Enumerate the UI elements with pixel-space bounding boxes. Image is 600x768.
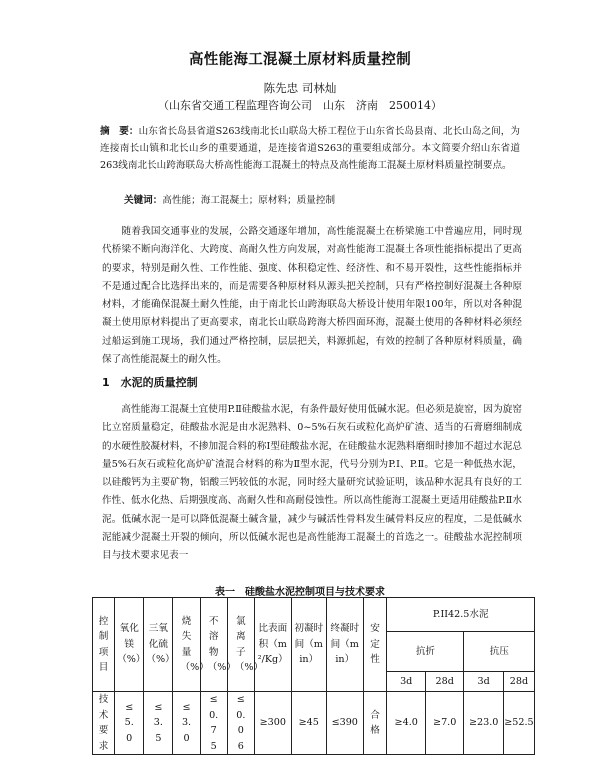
cell-mgo: ≤5.0 bbox=[115, 692, 144, 755]
cell-area: ≥300 bbox=[254, 692, 291, 755]
paper-affiliation: （山东省交通工程监理咨询公司 山东 济南 250014） bbox=[158, 99, 442, 112]
cell-flex-28d: ≥7.0 bbox=[425, 692, 463, 755]
header-loss: 烧失量（%） bbox=[173, 598, 200, 692]
keywords-label: 关键词： bbox=[124, 195, 163, 206]
cell-insol: ≤0.75 bbox=[200, 692, 227, 755]
cell-final: ≤390 bbox=[326, 692, 363, 755]
header-cl: 氯离子（%） bbox=[227, 598, 254, 692]
header-area: 比表面积（m²/Kg） bbox=[254, 598, 291, 692]
keywords-text: 高性能；海工混凝土；原材料；质量控制 bbox=[162, 195, 336, 206]
paper-authors: 陈先忠 司林灿 bbox=[263, 81, 337, 95]
header-flex-3d: 3d bbox=[387, 672, 425, 692]
row-label: 技术要求 bbox=[93, 692, 115, 755]
header-comp-3d: 3d bbox=[464, 672, 503, 692]
cell-comp-3d: ≥23.0 bbox=[464, 692, 503, 755]
cement-paragraph-text: 高性能海工混凝土宜使用P.Ⅱ硅酸盐水泥，有条件最好使用低碱水泥。但必须是旋窑，因为旋窑比立窑质量稳定，硅酸盐水泥是由水泥熟料、0~5%石灰石或粒化高炉矿渣、适当的石膏磨细制成的水硬性胶凝材料，不掺加混合料的称Ⅰ型硅酸盐水泥，在硅酸盐水泥熟料磨细时掺加不超过水泥总量5%石灰石或粒化高炉矿渣混合材料的称为Ⅱ型水泥，代号分别为P.Ⅰ、P.Ⅱ。它是一种低热水泥，以硅酸钙为主要矿物，铝酸三钙较低的水泥，同时经大量研究试验证明，该品种水泥具有良好的工作性、低水化热、后期强度高、高耐久性和高耐侵蚀性。所以高性能海工混凝土更适用硅酸盐P.Ⅱ水泥。低碱水泥一是可以降低混凝土碱含量，减少与碱活性骨料发生碱骨料反应的程度，二是低碱水泥能减少混凝土开裂的倾向，所以低碱水泥也是高性能海工混凝土的首选之一。硅酸盐水泥控制项目与技术要求见表一 bbox=[102, 404, 522, 562]
section-heading-cement: 1 水泥的质量控制 bbox=[102, 376, 198, 389]
header-grade: P.II42.5水泥 bbox=[387, 598, 535, 632]
header-insol: 不溶物（%） bbox=[200, 598, 227, 692]
table-caption: 表一 硅酸盐水泥控制项目与技术要求 bbox=[215, 587, 385, 598]
header-comp-28d: 28d bbox=[503, 672, 534, 692]
cell-soundness: 合格 bbox=[363, 692, 387, 755]
header-compressive: 抗压 bbox=[464, 632, 535, 672]
header-final: 终凝时间（min） bbox=[326, 598, 363, 692]
keywords bbox=[124, 192, 524, 209]
abstract-label: 摘 要： bbox=[100, 126, 139, 137]
intro-paragraph bbox=[102, 223, 522, 369]
cell-loss: ≤3.0 bbox=[173, 692, 200, 755]
header-initial: 初凝时间（min） bbox=[291, 598, 326, 692]
abstract bbox=[100, 123, 520, 174]
cell-cl: ≤0.06 bbox=[227, 692, 254, 755]
header-soundness: 安定性 bbox=[363, 598, 387, 692]
header-item: 控制项目 bbox=[93, 598, 115, 692]
header-mgo: 氧化镁（%） bbox=[115, 598, 144, 692]
cement-paragraph bbox=[102, 401, 522, 566]
cell-comp-28d: ≥52.5 bbox=[503, 692, 534, 755]
table-row bbox=[93, 692, 535, 755]
cement-spec-table bbox=[92, 597, 535, 755]
paper-title: 高性能海工混凝土原材料质量控制 bbox=[189, 52, 411, 68]
cell-so3: ≤3.5 bbox=[144, 692, 173, 755]
header-flex-28d: 28d bbox=[425, 672, 463, 692]
intro-paragraph-text: 随着我国交通事业的发展，公路交通逐年增加，高性能混凝土在桥梁施工中普遍应用，同时现代桥梁不断向海洋化、大跨度、高耐久性方向发展，对高性能海工混凝土各项性能指标提出了更高的要求，特别是耐久性、工作性能、强度、体积稳定性、经济性、和不易开裂性，这些性能指标并不是通过配合比选择出来的，而是需要各种原材料从源头把关控制，只有严格控制好混凝土各种原材料，才能确保混凝土耐久性能，由于南北长山跨海联岛大桥设计使用年限100年，所以对各种混凝土使用原材料提出了更高要求，南北长山联岛跨海大桥四面环海，混凝土使用的各种材料必须经过船运到施工现场，我们通过严格控制，层层把关，料源抓起，有效的控制了各种原材料质量，确保了高性能混凝土的耐久性。 bbox=[102, 226, 523, 366]
cell-initial: ≥45 bbox=[291, 692, 326, 755]
cell-flex-3d: ≥4.0 bbox=[387, 692, 425, 755]
abstract-text: 山东省长岛县省道S263线南北长山联岛大桥工程位于山东省长岛县南、北长山岛之间，为连接南长山镇和北长山乡的重要通道，是连接省道S263的重要组成部分。本文简要介绍山东省道263线南北长山跨海联岛大桥高性能海工混凝土的特点及高性能海工混凝土原材料质量控制要点。 bbox=[100, 126, 521, 171]
header-flexural: 抗折 bbox=[387, 632, 464, 672]
header-so3: 三氧化硫（%） bbox=[144, 598, 173, 692]
